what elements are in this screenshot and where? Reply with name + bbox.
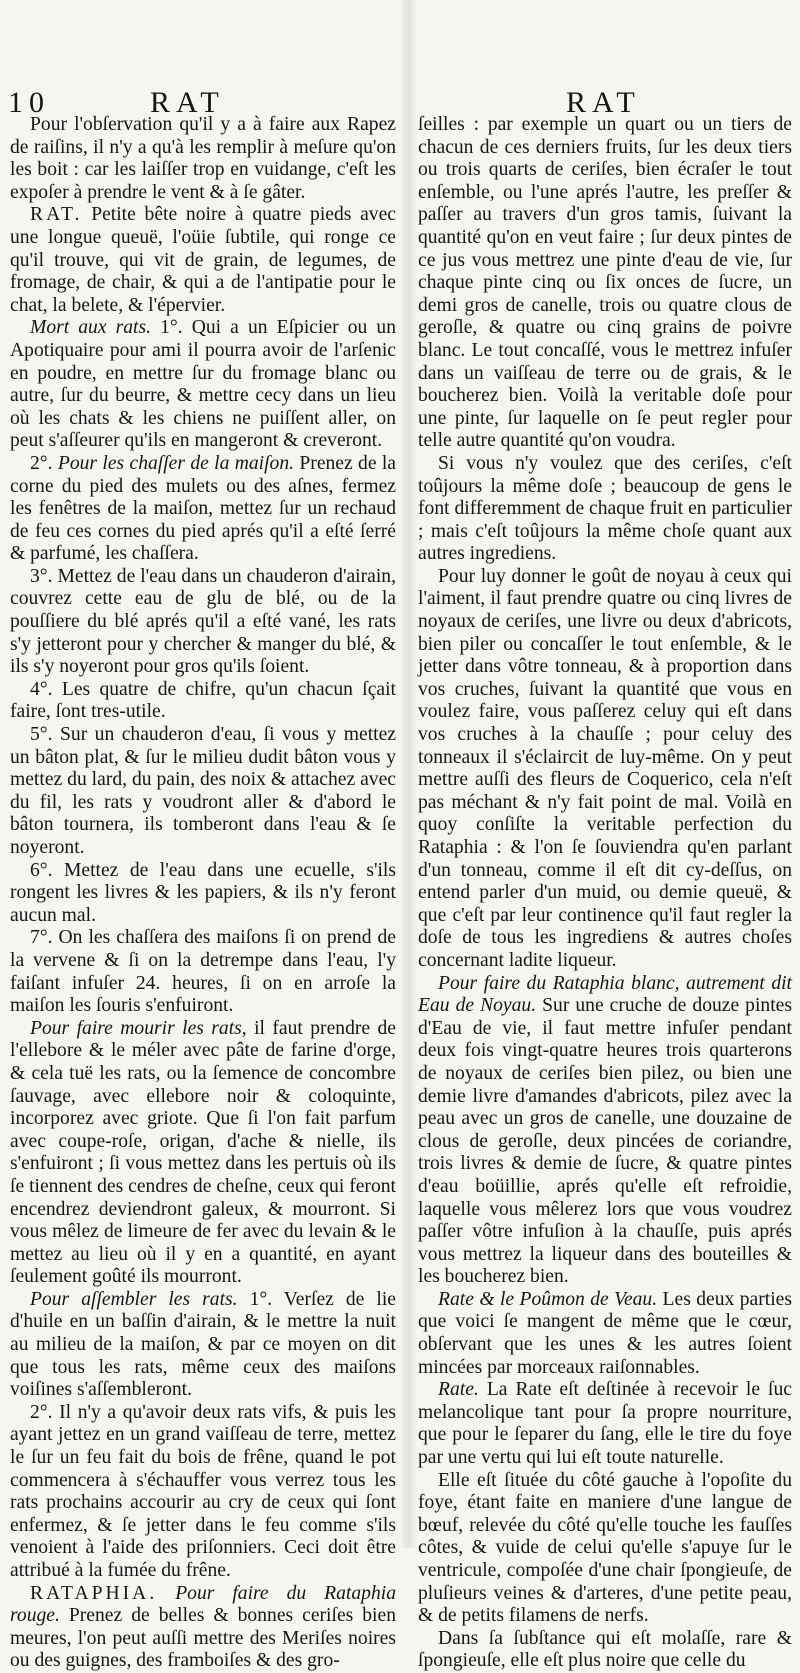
entry-assembler (10, 1289, 396, 1402)
entry-text: Les deux parties que voici ſe mangent de même que le cœur, obſervant que les unes & les autres ſoient mincées par morceaux raiſonnables. (418, 1288, 792, 1378)
left-column (10, 114, 396, 1673)
entry-rate (418, 1379, 792, 1469)
left-header-word: RAT (150, 86, 225, 119)
entry-headword: RATAPHIA. (30, 1582, 158, 1604)
paragraph: 7°. On les chaſſera des maiſons ſi on prend de la vervene & ſi on la detrempe dans l'eau, l'y faiſant infuſer 24. heures, ſi on en arroſe la maiſon les ſouris s'enfuiront. (10, 927, 396, 1017)
entry-text: Petite bête noire à quatre pieds avec une longue queuë, l'oüie ſubtile, qui ronge ce qu'il trouve, qui vit de grain, de legumes, de fromage, de chair, & qui a de l'antipatie pour le chat, la belete, & l'épervier. (10, 204, 396, 316)
entry-subhead: Rate & le Poûmon de Veau. (438, 1288, 658, 1310)
paragraph: Dans ſa ſubſtance qui eſt molaſſe, rare & ſpongieuſe, elle eſt plus noire que celle du (418, 1627, 792, 1672)
entry-subhead: Pour faire du Rataphia blanc, autrement dit Eau de Noyau. (418, 972, 792, 1017)
entry-subhead: Mort aux rats. (30, 317, 152, 339)
paragraph: ſeilles : par exemple un quart ou un tiers de chacun de ces derniers fruits, ſur les deux tiers ou trois quarts de ceriſes, bien écraſer le tout enſemble, ou l'une aprés l'autre, les preſſer & paſſer au travers d'un gros tamis, ſuivant la quantité qu'on en veut faire ; ſur deux pintes de ce jus vous mettrez une pinte d'eau de vie, ſur chaque pinte cinq ou ſix onces de ſucre, un demi gros de canelle, trois ou quatre clous de geroſle, & quatre ou cinq grains de poivre blanc. Le tout concaſſé, vous le mettrez infuſer dans un vaiſſeau de terre ou de grais, & le boucherez bien. Voilà la veritable doſe pour une pinte, ſur laquelle on ſe peut regler pour telle autre quantité qu'on voudra. (418, 114, 792, 452)
paragraph: Elle eſt ſituée du côté gauche à l'opoſite du foye, étant faite en maniere d'une langue de bœuf, relevée du côté qu'elle touche les fauſſes côtes, & vuide de celui qu'elle s'apuye ſur le ventricule, compoſée d'une chair ſpongieuſe, de pluſieurs veines & d'arteres, d'une petite peau, & de petits filamens de nerfs. (418, 1469, 792, 1627)
entry-subhead: Rate. (438, 1379, 479, 1401)
paragraph: Pour l'obſervation qu'il y a à faire aux Rapez de raiſins, il n'y a qu'à les remplir à meſure qu'on les boit : car les laiſſer trop en vuidange, c'eſt les expoſer à prendre le vent & à ſe gâter. (10, 114, 396, 203)
entry-rataphia-blanc (418, 973, 792, 1289)
page-gutter-shadow (402, 0, 416, 1548)
page-number: 10 (8, 86, 50, 119)
entry-text: 1°. Verſez de lie d'huile en un baſſin d'airain, & le mettre la nuit au milieu de la maiſon, & par ce moyen on dit que tous les rats, même ceux des maiſons voiſines s'aſſembleront. (10, 1288, 396, 1401)
entry-headword: RAT. (30, 204, 83, 226)
entry-rat (10, 204, 396, 317)
entry-text: Prenez de la corne du pied des mulets ou des aſnes, fermez les fenêtres de la maiſon, mettez ſur un rechaud de feu ces cornes du pied aprés qu'il a eſté ſerré & parfumé, les chaſſera. (10, 452, 397, 565)
item-number: 2°. (30, 452, 58, 474)
entry-text: Prenez de belles & bonnes ceriſes bien meures, l'on peut auſſi mettre des Meriſes noires ou des guignes, des framboiſes & des gro- (10, 1605, 396, 1672)
paragraph: 4°. Les quatre de chifre, qu'un chacun ſçait faire, ſont tres-utile. (10, 678, 396, 723)
right-header-word: RAT (566, 86, 641, 119)
entry-subhead: Pour aſſembler les rats. (30, 1288, 238, 1310)
entry-text: Sur une cruche de douze pintes d'Eau de vie, il faut mettre infuſer pendant deux fois vingt-quatre heures trois quarterons de noyaux de ceriſes bien pilez, ou bien une demie livre d'amandes d'abricots, pilez avec la peau avec un gros de canelle, une douzaine de clous de geroſle, deux pincées de coriandre, trois livres & demie de ſucre, & quatre pintes d'eau boüillie, aprés qu'elle eſt refroidie, laquelle vous mêlerez lors que vous voudrez paſſer vôtre infuſion à la chauſſe, puis aprés vous mettrez la liqueur dans des bouteilles & les boucherez bien. (418, 995, 792, 1288)
entry-subhead: Pour faire du Rataphia rouge. (10, 1582, 396, 1627)
entry-rate-poumon (418, 1289, 792, 1379)
paragraph: 6°. Mettez de l'eau dans une ecuelle, s'ils rongent les livres & les papiers, & ils n'y feront aucun mal. (10, 859, 396, 926)
entry-subhead: Pour les chaſſer de la maiſon. (57, 452, 295, 474)
entry-subhead: Pour faire mourir les rats, (30, 1017, 247, 1039)
paragraph: Si vous n'y voulez que des ceriſes, c'eſt toûjours la même doſe ; beaucoup de gens le font differemment de chaque fruit en particulier ; mais c'eſt toûjours la même choſe quant aux autres ingrediens. (418, 452, 792, 565)
paragraph: 3°. Mettez de l'eau dans un chauderon d'airain, couvrez cette eau de glu de blé, ou de la pouſſiere du blé aprés qu'il a eſté vané, les rats s'y jetteront pour y chercher & manger du blé, & ils s'y noyeront pour gros qu'ils ſoient. (10, 565, 396, 678)
entry-mort-aux-rats (10, 317, 396, 453)
entry-text: La Rate eſt deſtinée à recevoir le ſuc melancolique tant pour ſa propre nourriture, que pour le ſeparer du ſang, elle le tire du foye par une vertu qui lui eſt toute naturelle. (418, 1379, 792, 1469)
paragraph: 5°. Sur un chauderon d'eau, ſi vous y mettez un bâton plat, & ſur le milieu dudit bâton vous y mettez du lard, du pain, des noix & attachez avec du fil, les rats y voudront aller & d'abord le bâton tournera, ils tomberont dans l'eau & ſe noyeront. (10, 724, 396, 858)
paragraph: 2°. Il n'y a qu'avoir deux rats vifs, & puis les ayant jettez en un grand vaiſſeau de terre, mettez le ſur un feu fait du bois de frêne, quand le pot commencera à s'échauffer vous verrez tous les rats prochains accourir au cry de ceux qui ſont enfermez, & ſe jetter dans le feu comme s'ils venoient à l'aide des priſonniers. Ceci doit être attribué à la fumée du frêne. (10, 1401, 396, 1581)
entry-faire-mourir (10, 1018, 396, 1289)
right-column (418, 114, 792, 1673)
paragraph: Pour luy donner le goût de noyau à ceux qui l'aiment, il faut prendre quatre ou cinq livres de noyaux de ceriſes, une livre ou deux d'abricots, bien piler ou concaſſer le tout enſemble, & le jetter dans vôtre tonneau, & à proportion dans vos cruches, ſuivant la quantité que vous en voulez faire, vous paſſerez celuy qui eſt dans vos cruches à la chauſſe ; pour celuy des tonneaux il s'éclaircit de luy-même. On y peut mettre auſſi des fleurs de Coquerico, cela n'eſt pas méchant & n'y fait point de mal. Voilà en quoy conſiſte la veritable perfection du Rataphia : & l'on ſe ſouviendra qu'en parlant d'un tonneau, comme il eſt dit cy-deſſus, on entend parler d'un muid, ou demie queuë, & que c'eſt par leur continence qu'il faut regler la doſe de tous les ingrediens & autres choſes concernant ladite liqueur. (418, 565, 792, 971)
paragraph (10, 453, 396, 566)
entry-text: 1°. Qui a un Eſpicier ou un Apotiquaire pour ami il pourra avoir de l'arſenic en poudre, en mettre ſur du fromage blanc ou autre, ſur du beurre, & mettre cecy dans un lieu où les chats & les chiens ne puiſſent aller, on peut s'aſſeurer qu'ils en mangeront & creveront. (10, 317, 396, 452)
entry-text: il faut prendre de l'ellebore & le méler avec pâte de farine d'orge, & cela tuë les rats, ou la ſemence de concombre ſauvage, avec ellebore noir & coloquinte, incorporez avec griote. Que ſi l'on fait parfum avec coupe-roſe, origan, d'ache & nielle, ils s'enfuiront ; ſi vous mettez dans les pertuis où ils ſe tiennent des cendres de cheſne, ceux qui feront encendrez deviendront galeux, & mourront. Si vous mêlez de limeure de fer avec du levain & le mettez au lieu où il y en a quantité, en ayant ſeulement goûté ils mourront. (10, 1017, 396, 1288)
entry-rataphia (10, 1583, 396, 1673)
